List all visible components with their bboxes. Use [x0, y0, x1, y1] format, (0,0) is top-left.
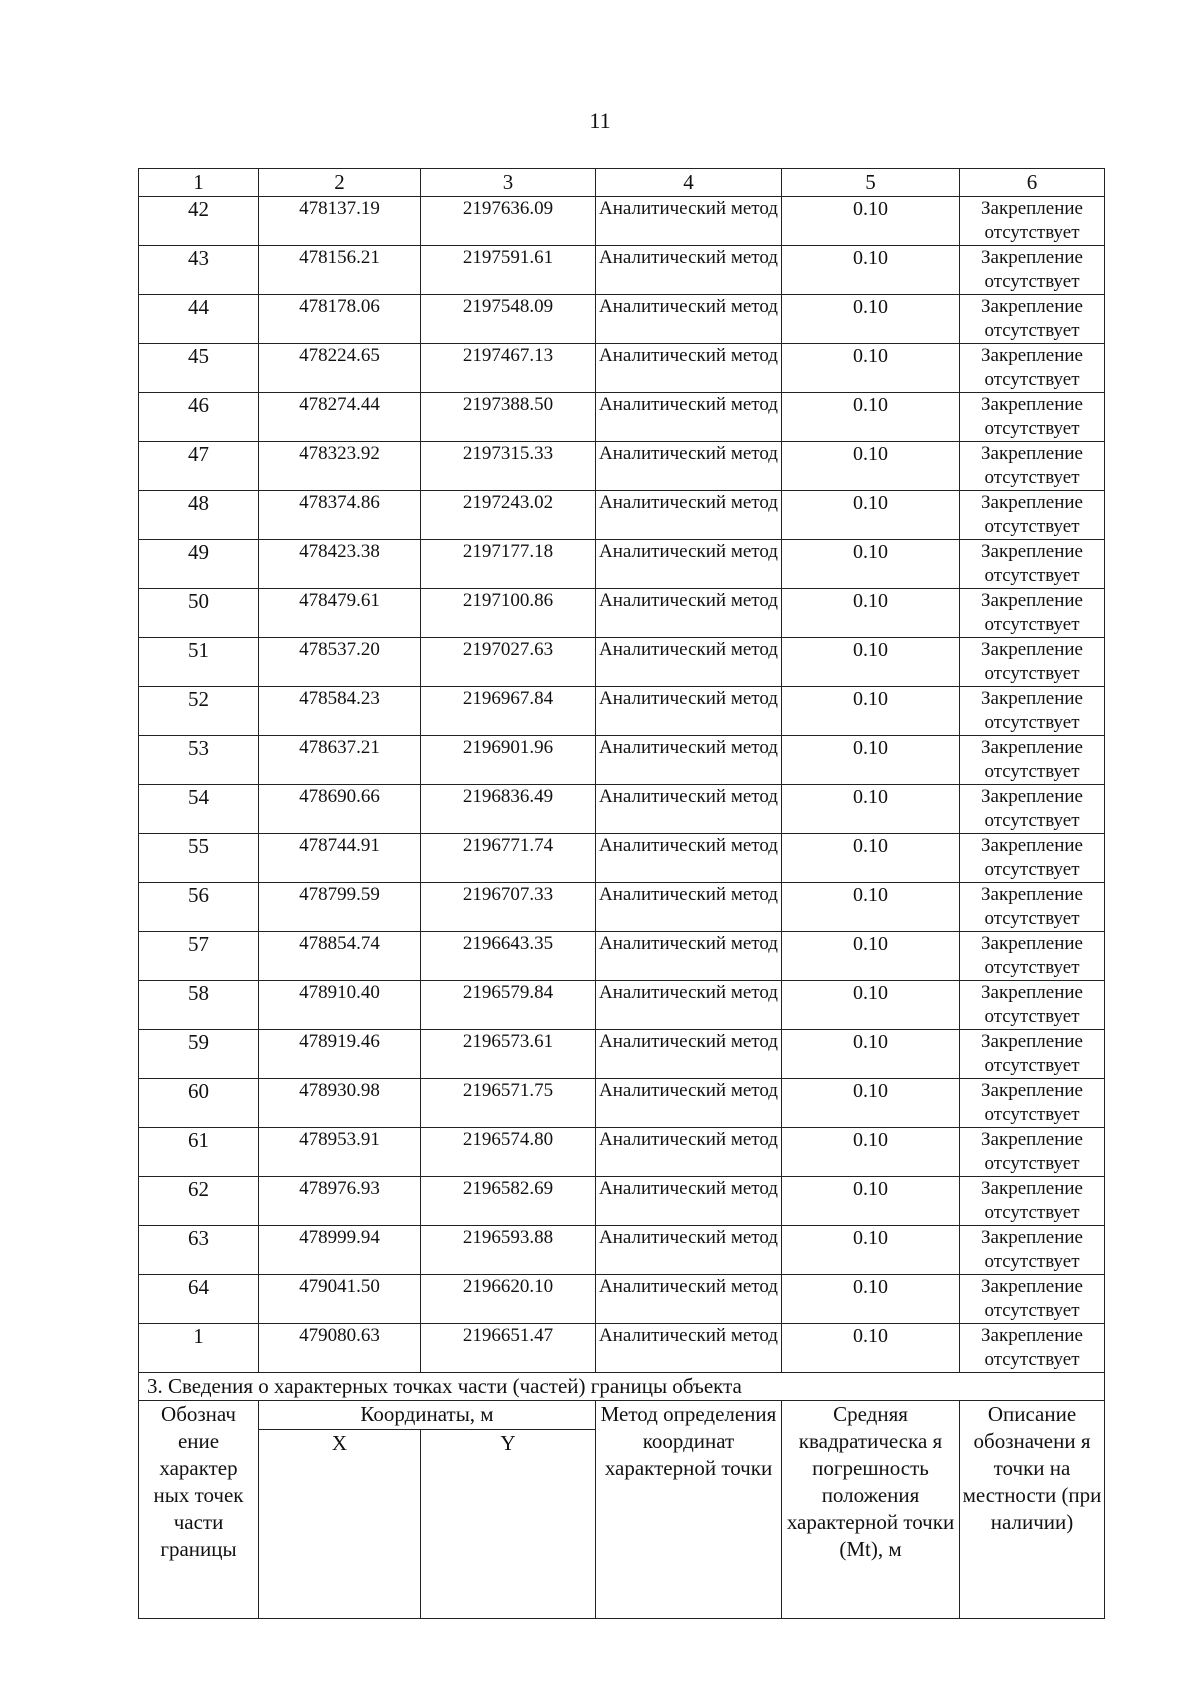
method-cell: Аналитический метод	[596, 1226, 782, 1275]
table-row	[139, 736, 1105, 785]
table-row	[139, 932, 1105, 981]
description-cell: Закрепление отсутствует	[960, 638, 1105, 687]
y-coordinate: 2196579.84	[421, 981, 596, 1030]
accuracy-cell: 0.10	[782, 638, 960, 687]
description-cell: Закрепление отсутствует	[960, 883, 1105, 932]
accuracy-cell: 0.10	[782, 1177, 960, 1226]
x-coordinate: 478374.86	[259, 491, 421, 540]
description-cell: Закрепление отсутствует	[960, 834, 1105, 883]
x-coordinate: 479080.63	[259, 1324, 421, 1373]
table-row	[139, 1079, 1105, 1128]
description-cell: Закрепление отсутствует	[960, 295, 1105, 344]
table-row	[139, 246, 1105, 295]
y-coordinate: 2196707.33	[421, 883, 596, 932]
y-coordinate: 2197315.33	[421, 442, 596, 491]
method-cell: Аналитический метод	[596, 1030, 782, 1079]
method-cell: Аналитический метод	[596, 393, 782, 442]
y-coordinate: 2196643.35	[421, 932, 596, 981]
point-number: 56	[139, 883, 259, 932]
point-number: 58	[139, 981, 259, 1030]
y-coordinate: 2197243.02	[421, 491, 596, 540]
point-number: 47	[139, 442, 259, 491]
point-number: 46	[139, 393, 259, 442]
point-number: 52	[139, 687, 259, 736]
point-number: 55	[139, 834, 259, 883]
y-coordinate: 2196836.49	[421, 785, 596, 834]
column-number-header	[139, 169, 1105, 197]
x-coordinate: 478584.23	[259, 687, 421, 736]
y-coordinate: 2197388.50	[421, 393, 596, 442]
description-cell: Закрепление отсутствует	[960, 1128, 1105, 1177]
description-cell: Закрепление отсутствует	[960, 589, 1105, 638]
x-coordinate: 478976.93	[259, 1177, 421, 1226]
accuracy-cell: 0.10	[782, 1275, 960, 1324]
description-cell: Закрепление отсутствует	[960, 1226, 1105, 1275]
method-cell: Аналитический метод	[596, 932, 782, 981]
point-number: 50	[139, 589, 259, 638]
y-coordinate: 2197177.18	[421, 540, 596, 589]
method-cell: Аналитический метод	[596, 295, 782, 344]
method-cell: Аналитический метод	[596, 981, 782, 1030]
table-row	[139, 1128, 1105, 1177]
method-cell: Аналитический метод	[596, 197, 782, 246]
accuracy-cell: 0.10	[782, 393, 960, 442]
header-cell: 5	[782, 169, 960, 197]
y-coordinate: 2196573.61	[421, 1030, 596, 1079]
section-3-title-row	[139, 1373, 1105, 1401]
x-coordinate: 478137.19	[259, 197, 421, 246]
header-cell: 2	[259, 169, 421, 197]
x-coordinate: 478178.06	[259, 295, 421, 344]
point-number: 53	[139, 736, 259, 785]
section-3-title: 3. Сведения о характерных точках части (частей) границы объекта	[139, 1373, 1105, 1401]
y-coordinate: 2196574.80	[421, 1128, 596, 1177]
point-number: 64	[139, 1275, 259, 1324]
table-row	[139, 1226, 1105, 1275]
description-cell: Закрепление отсутствует	[960, 197, 1105, 246]
x-coordinate: 478919.46	[259, 1030, 421, 1079]
accuracy-cell: 0.10	[782, 344, 960, 393]
accuracy-header: Средняя квадратическа я погрешность положения характерной точки (Mt), м	[782, 1401, 960, 1619]
description-cell: Закрепление отсутствует	[960, 393, 1105, 442]
y-coordinate: 2197548.09	[421, 295, 596, 344]
description-cell: Закрепление отсутствует	[960, 785, 1105, 834]
point-designation-header: Обознач ение характер ных точек части границы	[139, 1401, 259, 1619]
description-cell: Закрепление отсутствует	[960, 491, 1105, 540]
x-coordinate: 478910.40	[259, 981, 421, 1030]
table-row	[139, 540, 1105, 589]
method-cell: Аналитический метод	[596, 638, 782, 687]
x-coordinate: 478323.92	[259, 442, 421, 491]
point-number: 51	[139, 638, 259, 687]
point-number: 57	[139, 932, 259, 981]
header-cell: 3	[421, 169, 596, 197]
accuracy-cell: 0.10	[782, 295, 960, 344]
point-number: 45	[139, 344, 259, 393]
x-coordinate: 478854.74	[259, 932, 421, 981]
x-coordinate: 478423.38	[259, 540, 421, 589]
table-row	[139, 197, 1105, 246]
table-row	[139, 491, 1105, 540]
description-cell: Закрепление отсутствует	[960, 687, 1105, 736]
x-coordinate: 478744.91	[259, 834, 421, 883]
point-number: 48	[139, 491, 259, 540]
accuracy-cell: 0.10	[782, 442, 960, 491]
accuracy-cell: 0.10	[782, 1030, 960, 1079]
point-number: 62	[139, 1177, 259, 1226]
y-coordinate: 2197100.86	[421, 589, 596, 638]
x-coordinate: 478479.61	[259, 589, 421, 638]
table-row	[139, 1030, 1105, 1079]
accuracy-cell: 0.10	[782, 736, 960, 785]
method-cell: Аналитический метод	[596, 1275, 782, 1324]
x-coordinate: 478953.91	[259, 1128, 421, 1177]
y-coordinate: 2196967.84	[421, 687, 596, 736]
method-cell: Аналитический метод	[596, 687, 782, 736]
y-coordinate: 2196651.47	[421, 1324, 596, 1373]
x-coordinate: 478799.59	[259, 883, 421, 932]
description-header: Описание обозначени я точки на местности (при наличии)	[960, 1401, 1105, 1619]
y-coordinate: 2197591.61	[421, 246, 596, 295]
point-number: 44	[139, 295, 259, 344]
method-cell: Аналитический метод	[596, 785, 782, 834]
method-cell: Аналитический метод	[596, 589, 782, 638]
header-cell: 6	[960, 169, 1105, 197]
y-coordinate: 2196593.88	[421, 1226, 596, 1275]
accuracy-cell: 0.10	[782, 1128, 960, 1177]
accuracy-cell: 0.10	[782, 785, 960, 834]
header-cell: 1	[139, 169, 259, 197]
accuracy-cell: 0.10	[782, 1226, 960, 1275]
description-cell: Закрепление отсутствует	[960, 932, 1105, 981]
description-cell: Закрепление отсутствует	[960, 736, 1105, 785]
table-row	[139, 344, 1105, 393]
accuracy-cell: 0.10	[782, 540, 960, 589]
table-row	[139, 785, 1105, 834]
y-coordinate: 2197027.63	[421, 638, 596, 687]
point-number: 1	[139, 1324, 259, 1373]
method-cell: Аналитический метод	[596, 246, 782, 295]
description-cell: Закрепление отсутствует	[960, 1275, 1105, 1324]
method-cell: Аналитический метод	[596, 736, 782, 785]
y-coordinate: 2197636.09	[421, 197, 596, 246]
point-number: 63	[139, 1226, 259, 1275]
description-cell: Закрепление отсутствует	[960, 1324, 1105, 1373]
table-row	[139, 687, 1105, 736]
point-number: 43	[139, 246, 259, 295]
method-cell: Аналитический метод	[596, 1324, 782, 1373]
x-coordinate: 479041.50	[259, 1275, 421, 1324]
accuracy-cell: 0.10	[782, 246, 960, 295]
method-cell: Аналитический метод	[596, 1079, 782, 1128]
accuracy-cell: 0.10	[782, 932, 960, 981]
y-coordinate: 2196571.75	[421, 1079, 596, 1128]
y-coordinate: 2196901.96	[421, 736, 596, 785]
method-cell: Аналитический метод	[596, 442, 782, 491]
x-header: X	[259, 1430, 421, 1619]
x-coordinate: 478999.94	[259, 1226, 421, 1275]
point-number: 49	[139, 540, 259, 589]
description-cell: Закрепление отсутствует	[960, 442, 1105, 491]
description-cell: Закрепление отсутствует	[960, 1079, 1105, 1128]
point-number: 59	[139, 1030, 259, 1079]
x-coordinate: 478930.98	[259, 1079, 421, 1128]
description-cell: Закрепление отсутствует	[960, 1177, 1105, 1226]
table-row	[139, 589, 1105, 638]
y-coordinate: 2196582.69	[421, 1177, 596, 1226]
accuracy-cell: 0.10	[782, 834, 960, 883]
y-header: Y	[421, 1430, 596, 1619]
accuracy-cell: 0.10	[782, 589, 960, 638]
method-cell: Аналитический метод	[596, 344, 782, 393]
point-number: 61	[139, 1128, 259, 1177]
description-cell: Закрепление отсутствует	[960, 540, 1105, 589]
x-coordinate: 478274.44	[259, 393, 421, 442]
accuracy-cell: 0.10	[782, 981, 960, 1030]
coordinates-header: Координаты, м	[259, 1401, 596, 1430]
table-row	[139, 834, 1105, 883]
table-row	[139, 295, 1105, 344]
page-number: 11	[589, 108, 611, 133]
method-cell: Аналитический метод	[596, 834, 782, 883]
table-row	[139, 1177, 1105, 1226]
point-number: 54	[139, 785, 259, 834]
point-number: 60	[139, 1079, 259, 1128]
table-row	[139, 883, 1105, 932]
accuracy-cell: 0.10	[782, 1324, 960, 1373]
description-cell: Закрепление отсутствует	[960, 246, 1105, 295]
method-cell: Аналитический метод	[596, 883, 782, 932]
section-3-header-row	[139, 1401, 1105, 1430]
x-coordinate: 478156.21	[259, 246, 421, 295]
table-row	[139, 981, 1105, 1030]
point-number: 42	[139, 197, 259, 246]
description-cell: Закрепление отсутствует	[960, 344, 1105, 393]
table-row	[139, 442, 1105, 491]
accuracy-cell: 0.10	[782, 687, 960, 736]
method-cell: Аналитический метод	[596, 1177, 782, 1226]
description-cell: Закрепление отсутствует	[960, 981, 1105, 1030]
method-cell: Аналитический метод	[596, 491, 782, 540]
method-header: Метод определения координат характерной точки	[596, 1401, 782, 1619]
x-coordinate: 478224.65	[259, 344, 421, 393]
description-cell: Закрепление отсутствует	[960, 1030, 1105, 1079]
accuracy-cell: 0.10	[782, 197, 960, 246]
x-coordinate: 478637.21	[259, 736, 421, 785]
method-cell: Аналитический метод	[596, 540, 782, 589]
boundary-points-table	[138, 168, 1105, 1619]
table-row	[139, 638, 1105, 687]
header-cell: 4	[596, 169, 782, 197]
x-coordinate: 478537.20	[259, 638, 421, 687]
table-row	[139, 393, 1105, 442]
method-cell: Аналитический метод	[596, 1128, 782, 1177]
x-coordinate: 478690.66	[259, 785, 421, 834]
y-coordinate: 2196771.74	[421, 834, 596, 883]
accuracy-cell: 0.10	[782, 883, 960, 932]
y-coordinate: 2196620.10	[421, 1275, 596, 1324]
y-coordinate: 2197467.13	[421, 344, 596, 393]
table-row	[139, 1275, 1105, 1324]
accuracy-cell: 0.10	[782, 1079, 960, 1128]
table-row	[139, 1324, 1105, 1373]
accuracy-cell: 0.10	[782, 491, 960, 540]
